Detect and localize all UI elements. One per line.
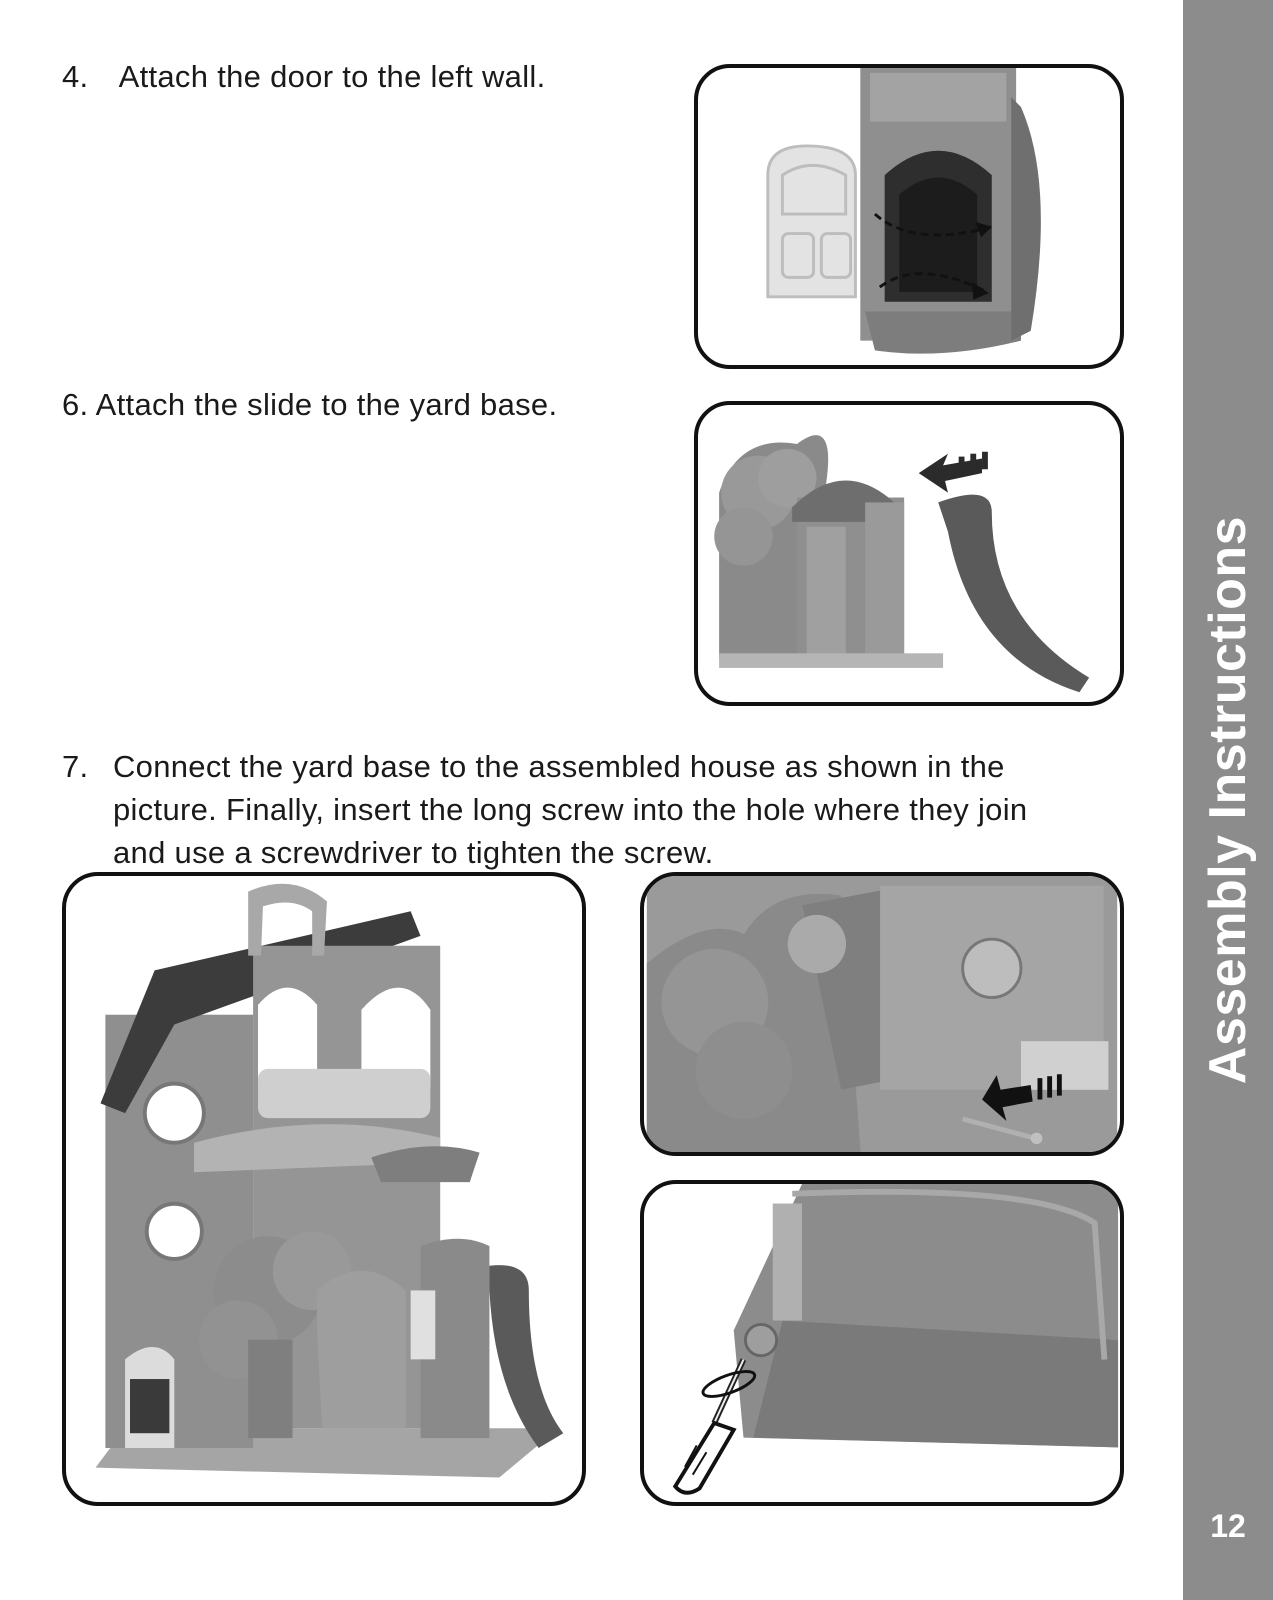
step-7-line-2: picture. Finally, insert the long screw into the hole where they join	[113, 792, 1028, 827]
slide-attach-drawing	[698, 405, 1120, 702]
step-4-number: 4.	[62, 59, 89, 94]
step-7	[62, 745, 1142, 874]
step-7-line-1: Connect the yard base to the assembled house as shown in the	[113, 749, 1005, 784]
screwdriver-drawing	[644, 1184, 1120, 1502]
screw-insert-drawing	[644, 876, 1120, 1152]
step-6	[62, 383, 557, 426]
illustration-full-house	[62, 872, 586, 1506]
illustration-screw-insert	[640, 872, 1124, 1156]
door-attach-drawing	[698, 68, 1120, 365]
step-6-text: Attach the slide to the yard base.	[95, 387, 558, 422]
illustration-slide-attach	[694, 401, 1124, 706]
step-4	[62, 55, 546, 98]
page-number: 12	[1210, 1508, 1246, 1544]
step-7-number: 7.	[62, 749, 89, 784]
step-6-number: 6.	[62, 387, 89, 422]
illustration-screwdriver	[640, 1180, 1124, 1506]
illustration-door-attach	[694, 64, 1124, 369]
full-house-drawing	[66, 876, 582, 1502]
sidebar-title: Assembly Instructions	[1199, 515, 1257, 1085]
step-7-line-3: and use a screwdriver to tighten the screw.	[113, 835, 714, 870]
step-4-text: Attach the door to the left wall.	[118, 59, 546, 94]
